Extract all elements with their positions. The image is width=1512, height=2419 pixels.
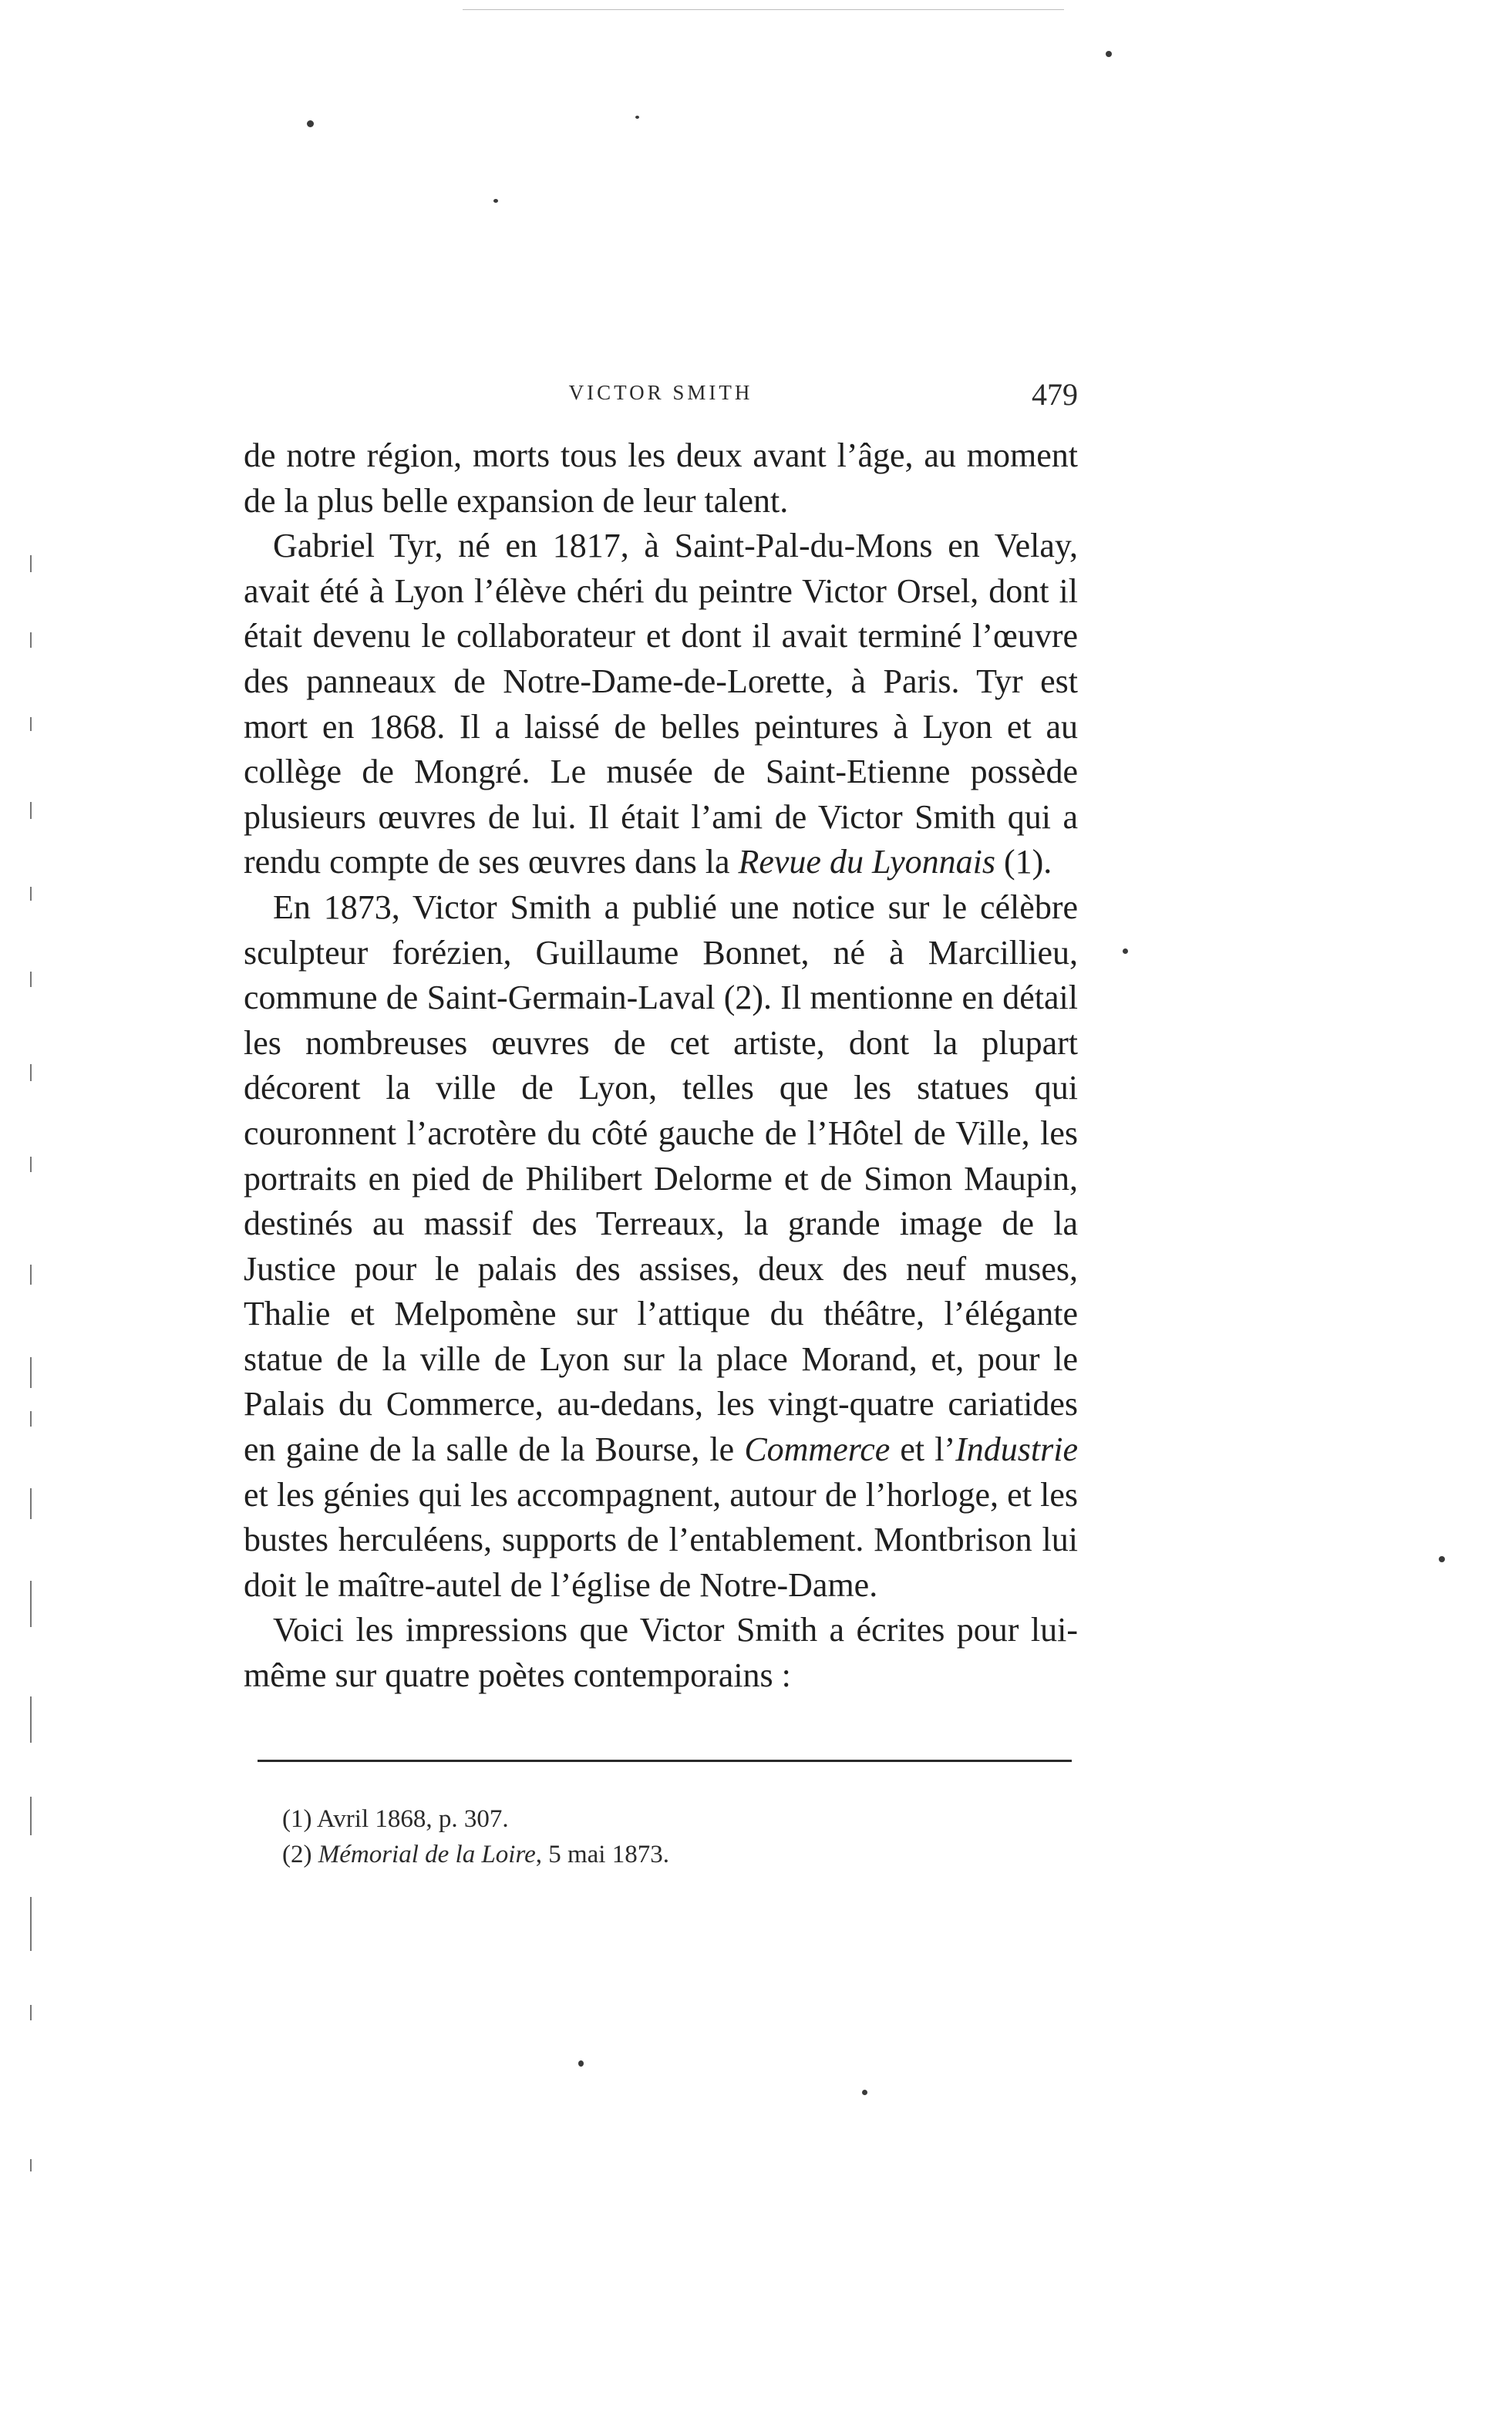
scan-speck bbox=[1439, 1556, 1445, 1562]
footnote-ref-1: (1). bbox=[995, 843, 1052, 881]
footnote-2-number: (2) bbox=[282, 1841, 318, 1868]
scan-speck bbox=[1123, 948, 1128, 954]
margin-tick bbox=[30, 1157, 32, 1172]
paragraph-impressions bbox=[244, 1608, 1078, 1698]
margin-tick bbox=[30, 1064, 32, 1081]
scan-edge-line bbox=[463, 9, 1064, 10]
paragraph-3-mid: et l’ bbox=[890, 1430, 956, 1469]
margin-tick bbox=[30, 717, 32, 731]
scan-speck bbox=[1106, 51, 1112, 57]
paragraph-3-end: et les génies qui les accompagnent, autour de l’horloge, et les bustes herculéens, supports de l’entablement. Montbrison lui doit le maître-autel de l’église de Notre-Dame. bbox=[244, 1475, 1078, 1604]
margin-tick bbox=[30, 2005, 32, 2020]
journal-title: Revue du Lyonnais bbox=[738, 843, 995, 881]
margin-tick bbox=[30, 1797, 32, 1835]
paragraph-2-text: Gabriel Tyr, né en 1817, à Saint-Pal-du-Mons en Velay, avait été à Lyon l’élève chéri du peintre Victor Orsel, dont il était devenu le collaborateur et dont il avait terminé l’œuvre des panneaux de Notre-Dame-de-Lorette, à Paris. Tyr est mort en 1868. Il a laissé de belles peintures à Lyon et au collège de Mongré. Le musée de Saint-Etienne possède plusieurs œuvres de lui. Il était l’ami de Victor Smith qui a rendu compte de ses œuvres dans la bbox=[244, 527, 1078, 881]
margin-tick bbox=[30, 632, 32, 648]
footnote-divider bbox=[258, 1760, 1072, 1762]
paragraph-continuation bbox=[244, 433, 1078, 524]
running-head bbox=[244, 376, 1078, 415]
margin-tick bbox=[30, 1488, 32, 1519]
scan-speck bbox=[862, 2090, 867, 2095]
footnote-2 bbox=[282, 1837, 1053, 1872]
paragraph-1-text: de notre région, morts tous les deux avant l’âge, au moment de la plus belle expansion de leur talent. bbox=[244, 436, 1078, 520]
margin-tick bbox=[30, 1357, 32, 1388]
body-text bbox=[244, 433, 1078, 1699]
margin-tick bbox=[30, 802, 32, 819]
footnote-2-source: Mémorial de la Loire bbox=[318, 1841, 536, 1868]
margin-tick bbox=[30, 1411, 32, 1427]
margin-tick bbox=[30, 2159, 32, 2171]
scan-speck bbox=[635, 116, 639, 119]
footnotes bbox=[282, 1801, 1053, 1872]
margin-tick bbox=[30, 1696, 32, 1743]
paragraph-gabriel-tyr bbox=[244, 524, 1078, 885]
margin-tick bbox=[30, 555, 32, 572]
margin-tick bbox=[30, 1265, 32, 1285]
footnote-2-date: , 5 mai 1873. bbox=[535, 1841, 669, 1868]
page-number: 479 bbox=[1032, 377, 1078, 412]
statue-commerce: Commerce bbox=[744, 1430, 891, 1469]
scan-speck bbox=[307, 120, 314, 127]
paragraph-guillaume-bonnet bbox=[244, 885, 1078, 1609]
margin-tick bbox=[30, 1897, 32, 1951]
scan-speck bbox=[578, 2060, 584, 2067]
running-title: VICTOR SMITH bbox=[568, 381, 753, 404]
footnote-1: (1) Avril 1868, p. 307. bbox=[282, 1805, 509, 1833]
paragraph-4-text: Voici les impressions que Victor Smith a écrites pour lui-même sur quatre poètes contemporains : bbox=[244, 1611, 1078, 1695]
statue-industrie: Industrie bbox=[955, 1430, 1079, 1469]
paragraph-3-text: En 1873, Victor Smith a publié une notice sur le célèbre sculpteur forézien, Guillaume Bonnet, né à Marcillieu, commune de Saint-Germain-Laval (2). Il mentionne en détail les nombreuses œuvres de cet artiste, dont la plupart décorent la ville de Lyon, telles que les statues qui couronnent l’acrotère du côté gauche de l’Hôtel de Ville, les portraits en pied de Philibert Delorme et de Simon Maupin, destinés au massif des Terreaux, la grande image de la Justice pour le palais des assises, deux des neuf muses, Thalie et Melpomène sur l’attique du théâtre, l’élégante statue de la ville de Lyon sur la place Morand, et, pour le Palais du Commerce, au-dedans, les vingt-quatre cariatides en gaine de la salle de la Bourse, le bbox=[244, 888, 1078, 1469]
margin-tick bbox=[30, 887, 32, 901]
margin-tick bbox=[30, 1581, 32, 1627]
scan-speck bbox=[493, 199, 498, 203]
margin-tick bbox=[30, 972, 32, 987]
